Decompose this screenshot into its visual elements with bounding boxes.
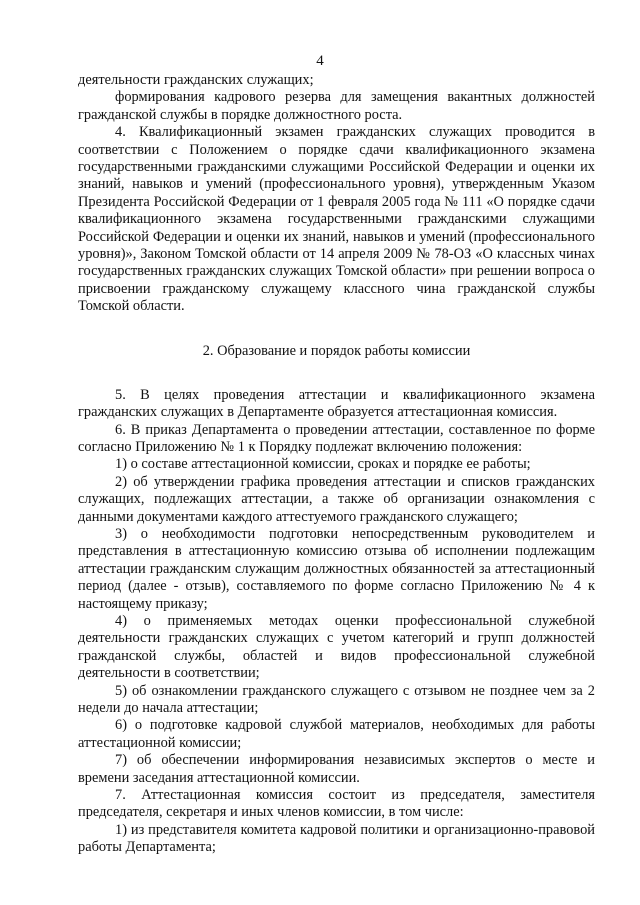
list-item: 6) о подготовке кадровой службой материалов, необходимых для работы аттестационной комиссии; [78,717,595,751]
list-item: 1) о составе аттестационной комиссии, сроках и порядке ее работы; [115,456,531,473]
paragraph-item-6: 6. В приказ Департамента о проведении аттестации, составленное по форме согласно Приложению № 1 к Порядку подлежат включению положения: [78,421,595,455]
list-item: 4) о применяемых методах оценки профессиональной служебной деятельности гражданских служащих с учетом категорий и групп должностей гражданской службы, областей и видов профессиональной служебной деятельности в соответствии; [78,612,595,682]
list-item: 1) из представителя комитета кадровой политики и организационно-правовой работы Департамента; [78,821,595,856]
paragraph: деятельности гражданских служащих; [78,72,314,88]
list-item: 7) об обеспечении информирования независимых экспертов о месте и времени заседания аттестационной комиссии. [78,752,595,786]
list-item: 2) об утверждении графика проведения аттестации и списков гражданских служащих, подлежащих аттестации, а также об организации ознакомления с данными документами каждого аттестуемого гражданского служащего; [78,473,595,525]
paragraph-item-5: 5. В целях проведения аттестации и квалификационного экзамена гражданских служащих в Департаменте образуется аттестационная комиссия. [78,386,595,421]
page-number: 4 [316,53,324,69]
paragraph: формирования кадрового резерва для замещения вакантных должностей гражданской службы в порядке должностного роста. [78,89,595,123]
list-item: 5) об ознакомлении гражданского служащего с отзывом не позднее чем за 2 недели до начала аттестации; [78,682,595,716]
section-heading: 2. Образование и порядок работы комиссии [202,342,471,359]
list-item: 3) о необходимости подготовки непосредственным руководителем и представления в аттестационную комиссию отзыва об исполнении подлежащим аттестации гражданским служащим должностных обязанностей за аттестационный период (далее - отзыв), составляемого по форме согласно Приложению № 4 к настоящему приказу; [78,525,595,612]
document-body [78,72,595,857]
paragraph-item-7: 7. Аттестационная комиссия состоит из председателя, заместителя председателя, секретаря и иных членов комиссии, в том числе: [78,787,595,821]
paragraph-item-4: 4. Квалификационный экзамен гражданских служащих проводится в соответствии с Положением о порядке сдачи квалификационного экзамена государственными гражданскими служащими Российской Федерации и оценки их знаний, навыков и умений (профессионального уровня), утвержденным Указом Президента Российской Федерации от 1 февраля 2005 года № 111 «О порядке сдачи квалификационного экзамена государственными гражданскими служащими Российской Федерации и оценки их знаний, навыков и умений (профессионального уровня)», Законом Томской области от 14 апреля 2009 № 78-ОЗ «О классных чинах государственных гражданских служащих Томской области» при решении вопроса о присвоении гражданскому служащему классного чина гражданской службы Томской области. [78,124,595,315]
